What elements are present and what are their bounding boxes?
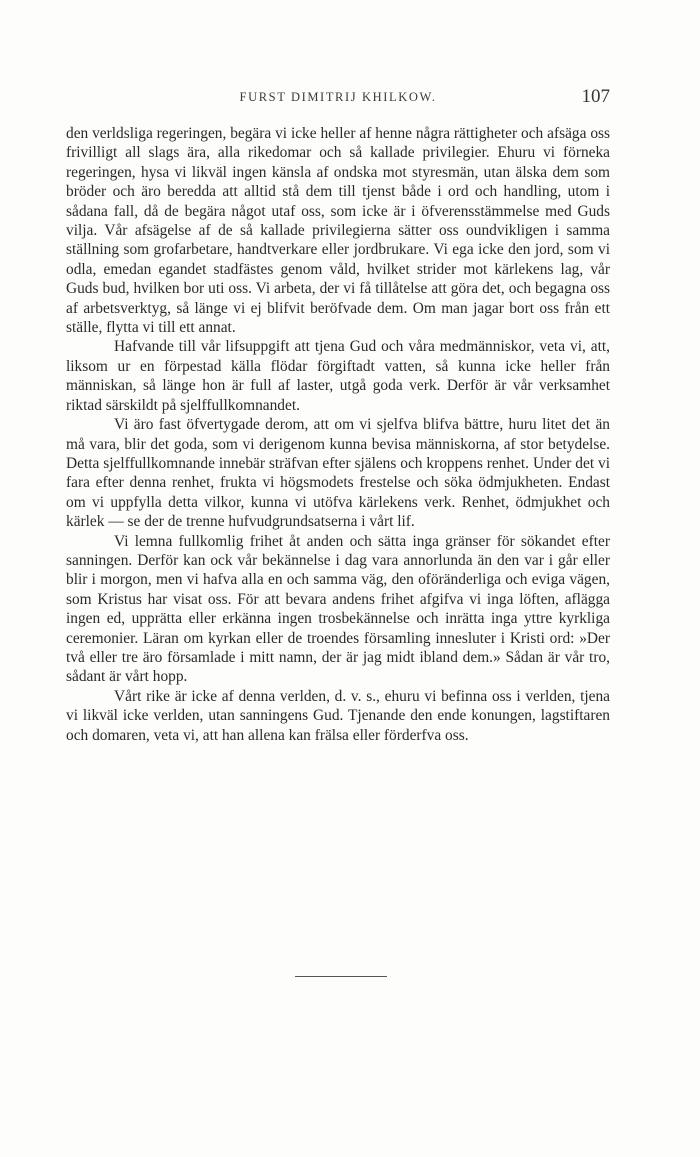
running-title: FURST DIMITRIJ KHILKOW. — [239, 90, 437, 104]
page-number: 107 — [581, 86, 610, 107]
section-end-rule — [295, 976, 387, 977]
body-text — [66, 124, 610, 745]
paragraph: Vi äro fast öfvertygade derom, att om vi sjelfva blifva bättre, huru litet det än må vara, blir det goda, som vi derigenom kunna bevisa människorna, af stor betydelse. Detta sjelffullkomnande innebär sträfvan efter själens och kroppens renhet. Under det vi fara efter denna renhet, frukta vi högsmodets frestelse och söka ödmjukheten. Endast om vi uppfylla detta vilkor, kunna vi utöfva kärlekens verk. Renhet, ödmjukhet och kärlek — se der de trenne hufvudgrundsatserna i vårt lif. — [66, 416, 610, 531]
paragraph: Vi lemna fullkomlig frihet åt anden och sätta inga gränser för sökandet efter sanningen. Derför kan ock vår bekännelse i dag vara annorlunda än den var i går eller blir i morgon, men vi hafva alla en och samma väg, den oföränderliga och eviga vägen, som Kristus har visat oss. För att bevara andens frihet afgifva vi inga löften, aflägga ingen ed, upprätta eller erkänna ingen trosbekännelse och inrätta inga yttre kyrkliga ceremonier. Läran om kyrkan eller de troendes församling innesluter i Kristi ord: »Der två eller tre äro församlade i mitt namn, der är jag midt ibland dem.» Sådan är vår tro, sådant är vårt hopp. — [66, 532, 610, 686]
running-header — [66, 86, 610, 110]
paragraph: Hafvande till vår lifsuppgift att tjena Gud och våra medmänniskor, veta vi, att, liksom ur en förpestad källa flödar förgiftadt vatten, så kunna icke heller från människan, så länge hon är full af laster, utgå goda verk. Derför är vår verksamhet riktad särskildt på sjelffullkomnandet. — [66, 338, 610, 414]
paragraph-continued: den verldsliga regeringen, begära vi icke heller af henne några rättigheter och afsäga oss frivilligt all slags ära, alla rikedomar och så kallade privilegier. Ehuru vi förneka regeringen, hysa vi likväl ingen känsla af ondska mot styresmän, utan älska dem som bröder och äro beredda att alltid stå dem till tjenst både i ord och handling, utom i sådana fall, då de begära något utaf oss, som icke är i öfverensstämmelse med Guds vilja. Vår afsägelse af de så kallade privilegierna sätter oss oundvikligen i samma ställning som grofarbetare, handtverkare eller jordbrukare. Vi ega icke den jord, som vi odla, emedan egandet stadfästes genom våld, hvilket strider mot kärlekens lag, vår Guds bud, hvilken bor uti oss. Vi arbeta, der vi få tillåtelse att göra det, och begagna oss af arbetsverktyg, så länge vi ej blifvit beröfvade dem. Om man jagar bort oss från ett ställe, flytta vi till ett annat. — [66, 125, 610, 337]
paragraph: Vårt rike är icke af denna verlden, d. v. s., ehuru vi befinna oss i verlden, tjena vi likväl icke verlden, utan sanningens Gud. Tjenande den ende konungen, lagstiftaren och domaren, veta vi, att han allena kan frälsa eller förderfva oss. — [66, 687, 610, 744]
